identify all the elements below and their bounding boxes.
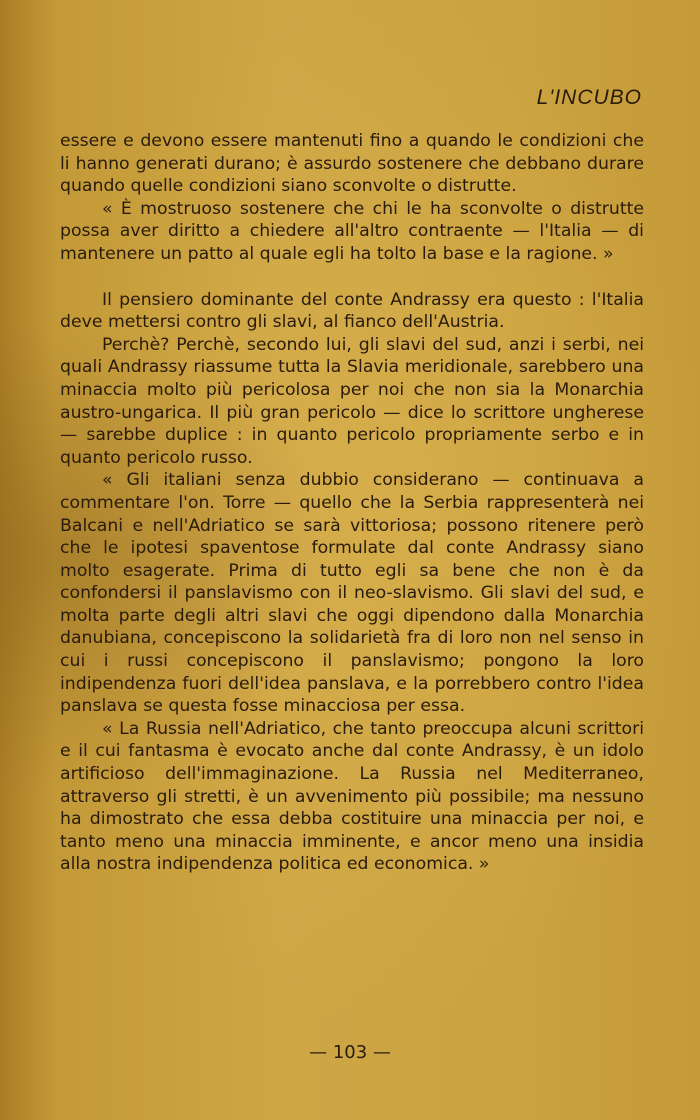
- page-number: — 103 —: [309, 1042, 391, 1063]
- paragraph: Il pensiero dominante del conte Andrassy era questo : l'Italia deve mettersi contro gli slavi, al fianco dell'Austria.: [60, 289, 644, 333]
- paragraph: « La Russia nell'Adriatico, che tanto preoccupa alcuni scrittori e il cui fantasma è evocato anche dal conte Andrassy, è un idolo artificioso dell'immaginazione. La Russia nel Mediterraneo, attraverso gli stretti, è un avvenimento più possibile; ma nessuno ha dimostrato che essa debba costituire una minaccia per noi, e tanto meno una minaccia imminente, e ancor meno una insidia alla nostra indipendenza politica ed economica. »: [60, 718, 644, 875]
- paragraph: « È mostruoso sostenere che chi le ha sconvolte o distrutte possa aver diritto a chiedere all'altro contraente — l'Italia — di mantenere un patto al quale egli ha tolto la base e la ragione. »: [60, 198, 644, 264]
- paragraph: essere e devono essere mantenuti fino a quando le condizioni che li hanno generati durano; è assurdo sostenere che debbano durare quando quelle condizioni siano sconvolte o distrutte.: [60, 131, 644, 197]
- paragraph: « Gli italiani senza dubbio considerano — continuava a commentare l'on. Torre — quello che la Serbia rappresenterà nei Balcani e nell'Adriatico se sarà vittoriosa; possono ritenere però che le ipotesi spaventose formulate dal conte Andrassy siano molto esagerate. Prima di tutto egli sa bene che non è da confondersi il panslavismo con il neo-slavismo. Gli slavi del sud, e molta parte degli altri slavi che oggi dipendono dalla Monarchia danubiana, concepiscono la solidarietà fra di loro non nel senso in cui i russi concepiscono il panslavismo; pongono la loro indipendenza fuori dell'idea panslava, e la porrebbero contro l'idea panslava se questa fosse minacciosa per essa.: [60, 470, 644, 717]
- paragraph: Perchè? Perchè, secondo lui, gli slavi del sud, anzi i serbi, nei quali Andrassy riassume tutta la Slavia meridionale, sarebbero una minaccia molto più pericolosa per noi che non sia la Monarchia austro-ungarica. Il più gran pericolo — dice lo scrittore ungherese — sarebbe duplice : in quanto pericolo propriamente serbo e in quanto pericolo russo.: [60, 334, 644, 468]
- body-text: [60, 130, 644, 876]
- running-head: L'INCUBO: [536, 86, 642, 109]
